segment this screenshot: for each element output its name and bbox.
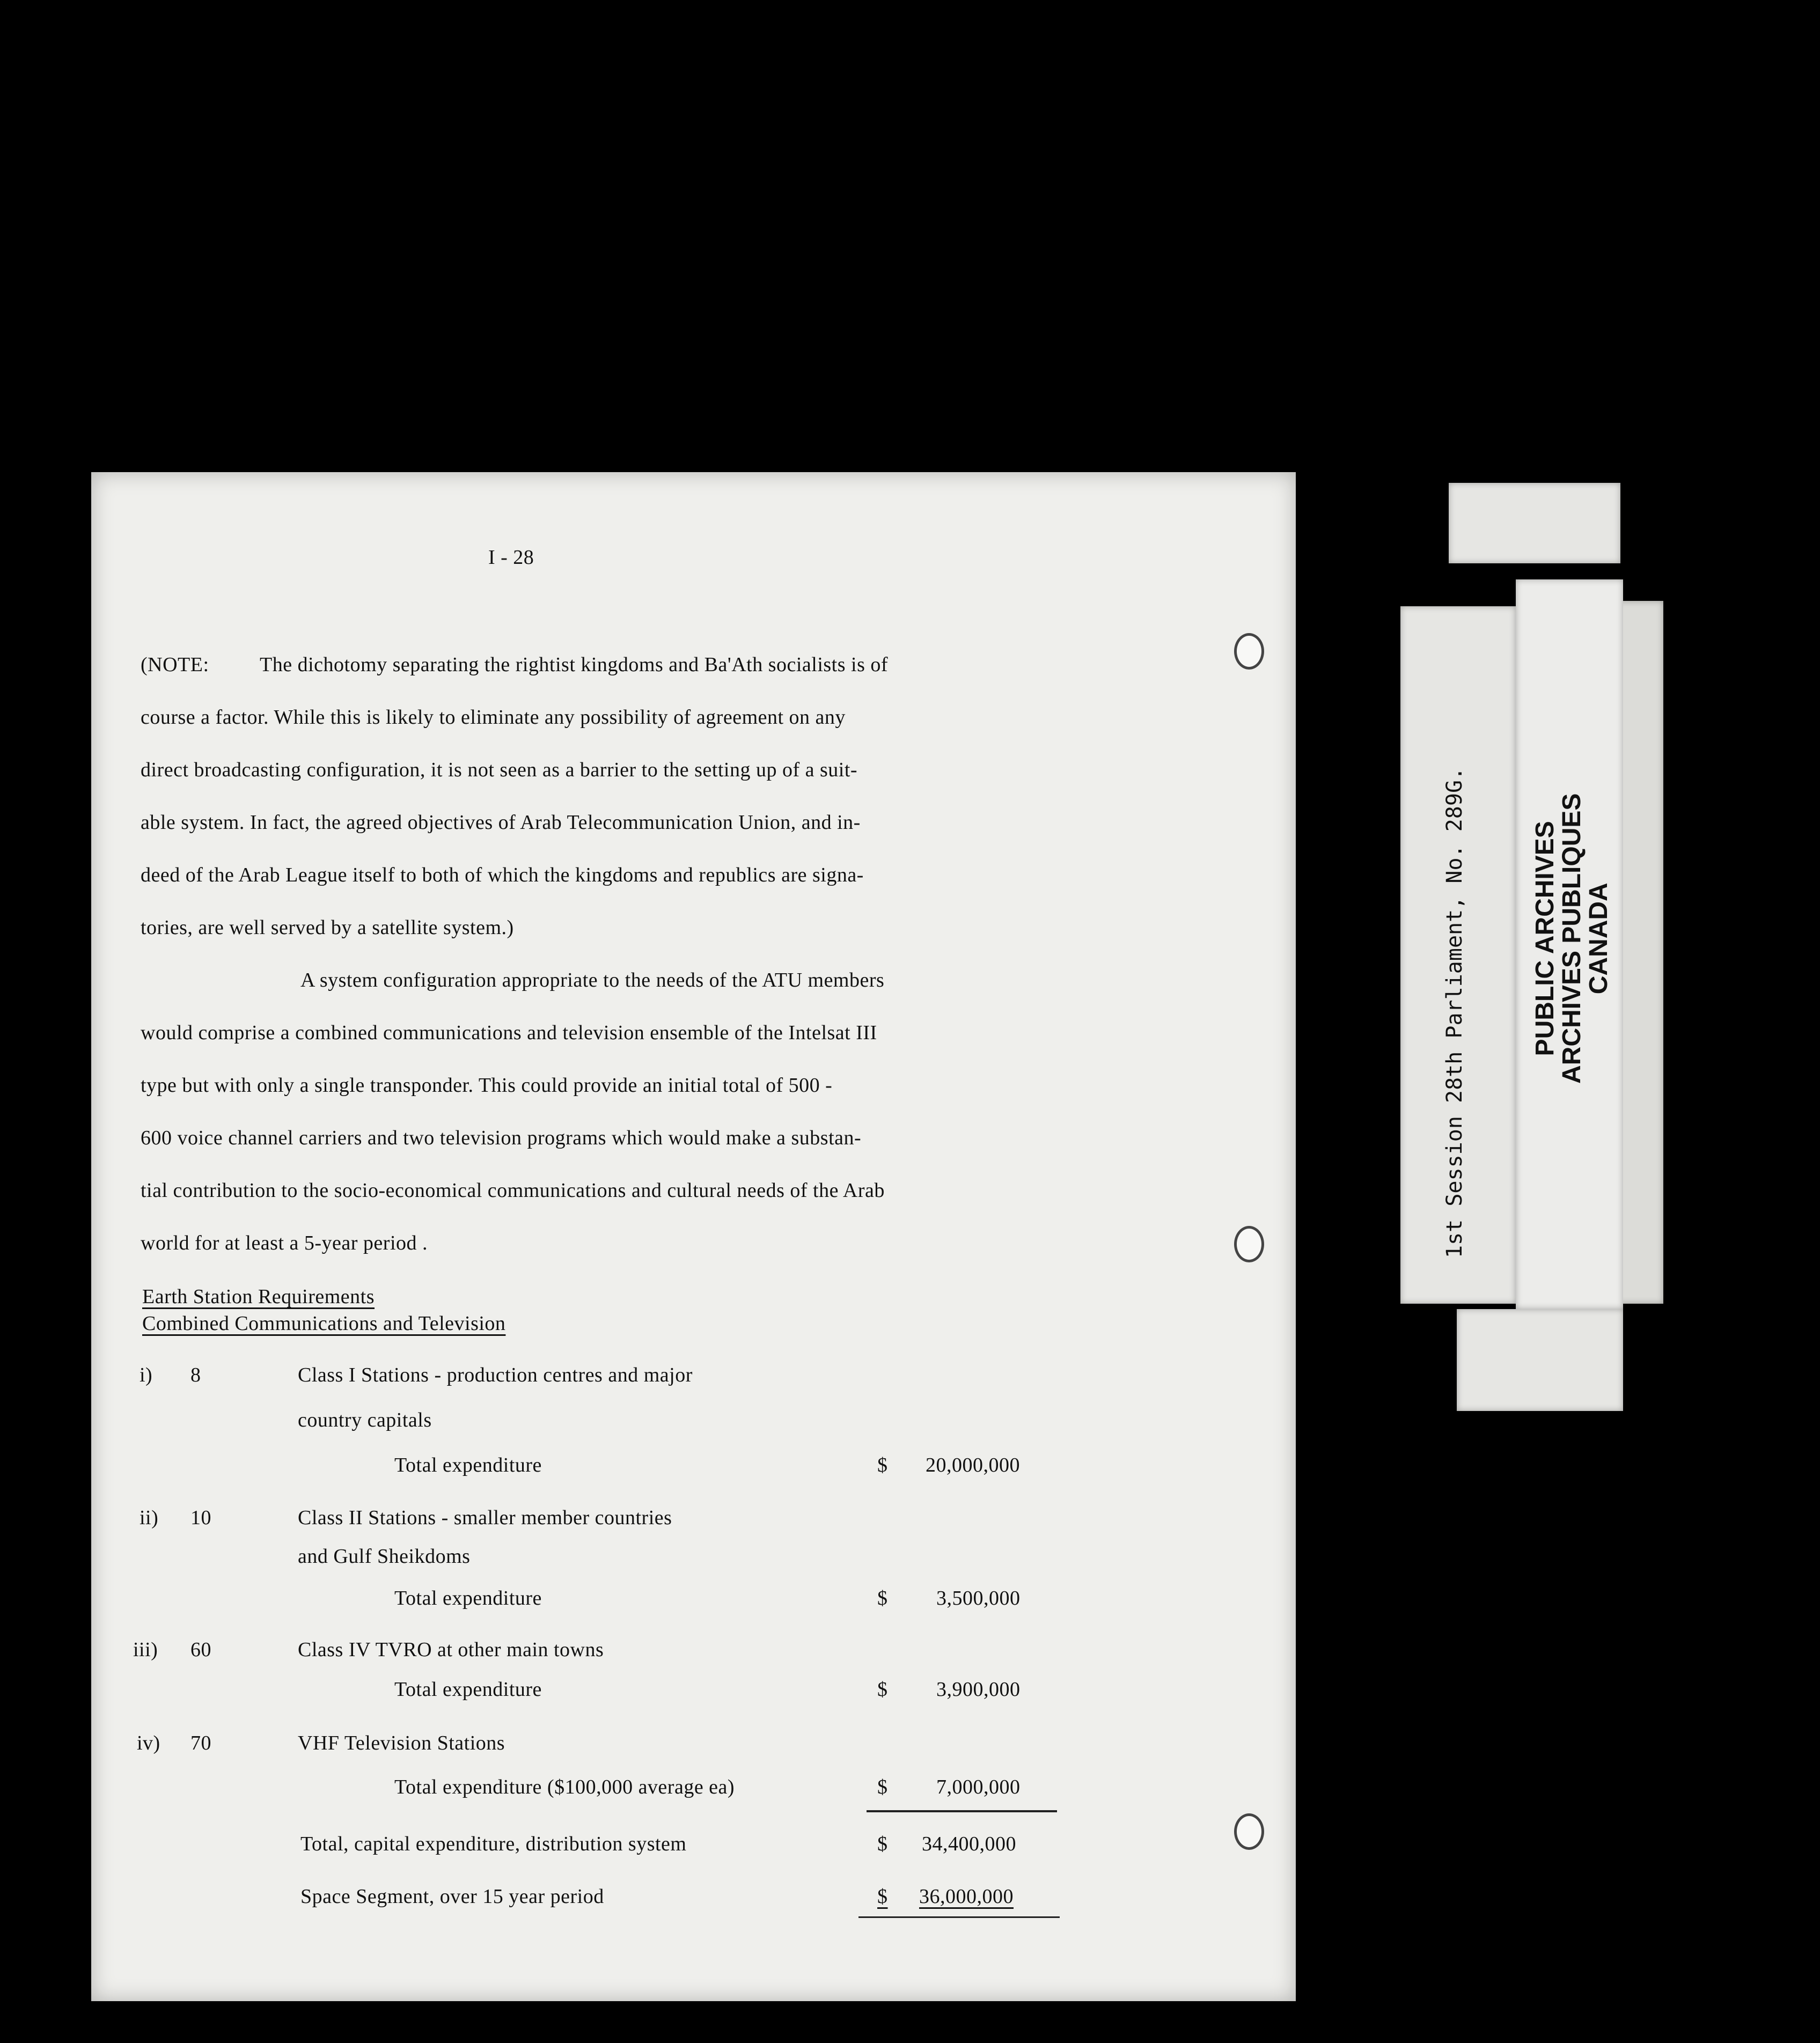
archives-line: PUBLIC ARCHIVES (1531, 821, 1559, 1056)
currency-sign: $ (877, 1833, 888, 1855)
note-line: course a factor. While this is likely to eliminate any possibility of agreement on any (141, 706, 846, 729)
archives-stamp (1532, 793, 1612, 1084)
item-count: 10 (190, 1506, 211, 1529)
punch-hole (1234, 633, 1264, 670)
total-label: Total expenditure (394, 1678, 542, 1701)
punch-hole (1234, 1226, 1264, 1262)
total-label: Total expenditure (394, 1454, 542, 1476)
item-description: country capitals (298, 1409, 432, 1431)
item-description: Class IV TVRO at other main towns (298, 1638, 604, 1661)
subtotal-rule (867, 1810, 1057, 1812)
note-line: deed of the Arab League itself to both of which the kingdoms and republics are signa- (141, 864, 864, 886)
punch-hole (1234, 1813, 1264, 1850)
currency-sign: $ (877, 1776, 888, 1798)
body-line: type but with only a single transponder. This could provide an initial total of 500 - (141, 1074, 833, 1097)
currency-sign: $ (877, 1885, 888, 1908)
page-number: I - 28 (488, 546, 534, 569)
item-number: i) (140, 1364, 153, 1386)
total-label: Total expenditure ($100,000 average ea) (394, 1776, 735, 1798)
item-number: iii) (133, 1638, 158, 1661)
note-label: (NOTE: (141, 653, 209, 676)
amount: 36,000,000 (919, 1885, 1014, 1908)
amount: 3,900,000 (936, 1678, 1021, 1701)
item-number: iv) (137, 1732, 160, 1754)
amount: 34,400,000 (922, 1833, 1016, 1855)
currency-sign: $ (877, 1678, 888, 1701)
item-description: Class I Stations - production centres and major (298, 1364, 693, 1386)
body-line: world for at least a 5-year period . (141, 1232, 428, 1254)
note-line: direct broadcasting configuration, it is not seen as a barrier to the setting up of a suit- (141, 759, 858, 781)
note-line: tories, are well served by a satellite system.) (141, 916, 514, 939)
body-line: would comprise a combined communications and television ensemble of the Intelsat III (141, 1022, 877, 1044)
item-count: 8 (190, 1364, 201, 1386)
summary-label: Total, capital expenditure, distribution system (300, 1833, 687, 1855)
label-tab (1449, 483, 1620, 563)
section-heading: Earth Station Requirements (142, 1285, 375, 1308)
summary-label: Space Segment, over 15 year period (300, 1885, 604, 1908)
archives-line: ARCHIVES PUBLIQUES (1558, 793, 1586, 1084)
amount: 3,500,000 (936, 1587, 1021, 1610)
double-underline (858, 1916, 1060, 1918)
currency-sign: $ (877, 1587, 888, 1610)
item-count: 60 (190, 1638, 211, 1661)
total-label: Total expenditure (394, 1587, 542, 1610)
note-line: The dichotomy separating the rightist kingdoms and Ba'Ath socialists is of (260, 653, 889, 676)
archives-stamp-label (1516, 579, 1623, 1309)
item-count: 70 (190, 1732, 211, 1754)
session-label (1400, 606, 1516, 1304)
item-description: Class II Stations - smaller member countries (298, 1506, 672, 1529)
amount: 7,000,000 (936, 1776, 1021, 1798)
currency-sign: $ (877, 1454, 888, 1476)
item-description: and Gulf Sheikdoms (298, 1545, 471, 1568)
body-line: 600 voice channel carriers and two television programs which would make a substan- (141, 1127, 862, 1149)
archives-line: CANADA (1584, 883, 1613, 995)
amount: 20,000,000 (926, 1454, 1020, 1476)
document-page (91, 472, 1296, 2001)
label-tab (1457, 1309, 1623, 1411)
body-line: A system configuration appropriate to the needs of the ATU members (300, 969, 885, 991)
item-number: ii) (140, 1506, 159, 1529)
section-subheading: Combined Communications and Television (142, 1312, 506, 1335)
session-text: 1st Session 28th Parliament, No. 289G. (1442, 767, 1467, 1258)
item-description: VHF Television Stations (298, 1732, 505, 1754)
note-line: able system. In fact, the agreed objectives of Arab Telecommunication Union, and in- (141, 811, 861, 834)
body-line: tial contribution to the socio-economical communications and cultural needs of the Arab (141, 1179, 885, 1202)
